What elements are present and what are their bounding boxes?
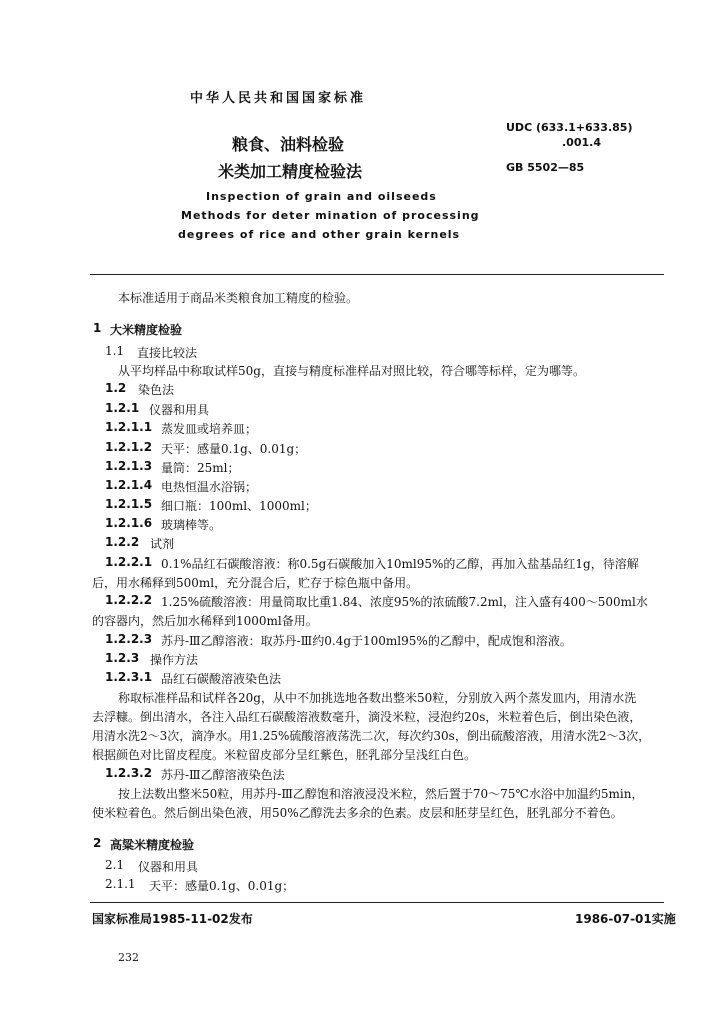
section-2-1-1-text: 天平：感量0.1g、0.01g； — [149, 879, 295, 893]
item-number: 1.2.1.5 — [105, 497, 153, 511]
section-1-2-2-2-line-1: 1.25%硫酸溶液：用量筒取比重1.84、浓度95%的浓硫酸7.2ml，注入盛有400～500ml水 — [161, 595, 648, 609]
section-2-1-title: 仪器和用具 — [138, 860, 199, 874]
section-1-2-3-2-title: 苏丹-Ⅲ乙醇溶液染色法 — [161, 768, 285, 782]
section-1-2-2-1-number: 1.2.2.1 — [105, 555, 153, 569]
english-title-line-3: degrees of rice and other grain kernels — [178, 228, 461, 241]
section-1-2-2-3-number: 1.2.2.3 — [105, 632, 153, 646]
paragraph-line: 按上法数出整米50粒，用苏丹-Ⅲ乙醇饱和溶液浸没米粒，然后置于70～75℃水浴中加温约5min， — [118, 787, 644, 801]
item-text: 天平：感量0.1g、0.01g； — [161, 442, 307, 456]
title-line-2: 米类加工精度检验法 — [218, 162, 363, 181]
item-text: 玻璃棒等。 — [161, 518, 222, 532]
section-1-1-number: 1.1 — [105, 344, 125, 358]
effective-date: 1986-07-01实施 — [575, 912, 676, 926]
item-text: 蒸发皿或培养皿； — [161, 422, 258, 436]
header-rule — [90, 274, 664, 275]
section-1-2-2-1-line-2: 后，用水稀释到500ml，充分混合后，贮存于棕色瓶中备用。 — [92, 576, 419, 590]
english-title-line-1: Inspection of grain and oilseeds — [206, 190, 437, 203]
section-1-2-number: 1.2 — [105, 381, 127, 395]
udc-line-1: UDC (633.1+633.85) — [506, 121, 633, 134]
section-1-2-title: 染色法 — [138, 383, 175, 397]
section-1-2-2-title: 试剂 — [150, 537, 175, 551]
item-text: 电热恒温水浴锅； — [161, 480, 258, 494]
section-1-title: 大米精度检验 — [110, 323, 183, 337]
title-line-1: 粮食、油料检验 — [232, 135, 345, 154]
item-text: 量筒：25ml； — [161, 461, 240, 475]
section-1-2-3-title: 操作方法 — [150, 653, 199, 667]
paragraph-line: 称取标准样品和试样各20g，从中不加挑选地各数出整米50粒，分别放入两个蒸发皿内，用清水洗 — [118, 691, 637, 705]
section-1-2-2-2-line-2: 的容器内，然后加水稀释到1000ml备用。 — [92, 614, 318, 628]
item-number: 1.2.1.6 — [105, 516, 153, 530]
section-2-1-1-number: 2.1.1 — [105, 877, 136, 891]
section-1-2-3-1-number: 1.2.3.1 — [105, 670, 153, 684]
gb-number: GB 5502—85 — [506, 161, 585, 174]
intro-text: 本标准适用于商品米类粮食加工精度的检验。 — [118, 291, 359, 305]
item-number: 1.2.1.1 — [105, 420, 153, 434]
item-number: 1.2.1.2 — [105, 440, 153, 454]
national-standard-label: 中华人民共和国国家标准 — [190, 91, 367, 106]
section-2-title: 高粱米精度检验 — [110, 838, 195, 852]
section-1-2-2-3-text: 苏丹-Ⅲ乙醇溶液：取苏丹-Ⅲ约0.4g于100ml95%的乙醇中，配成饱和溶液。 — [161, 634, 572, 648]
section-2-number: 2 — [93, 836, 102, 850]
section-1-2-3-1-title: 品红石碳酸溶液染色法 — [161, 672, 282, 686]
udc-line-2: .001.4 — [562, 136, 601, 149]
item-number: 1.2.1.3 — [105, 459, 153, 473]
page-number: 232 — [118, 951, 139, 964]
section-1-2-2-2-number: 1.2.2.2 — [105, 593, 153, 607]
paragraph-line: 根据颜色对比留皮程度。米粒留皮部分呈红紫色，胚乳部分呈浅红白色。 — [92, 748, 477, 762]
paragraph-line: 使米粒着色。然后倒出染色液，用50%乙醇洗去多余的色素。皮层和胚芽呈红色，胚乳部分不着色。 — [92, 806, 623, 820]
issued-date: 国家标准局1985-11-02发布 — [92, 912, 253, 926]
paragraph-line: 用清水洗2～3次，滴净水。用1.25%硫酸溶液荡洗二次，每次约30s，倒出硫酸溶液，用清水洗2～3次， — [92, 729, 651, 743]
english-title-line-2: Methods for deter mination of processing — [181, 209, 480, 222]
section-1-2-3-number: 1.2.3 — [105, 651, 140, 665]
section-1-2-2-number: 1.2.2 — [105, 535, 140, 549]
paragraph-line: 去浮糠。倒出清水，各注入品红石碳酸溶液数毫升，滴没米粒，浸泡约20s，米粒着色后，倒出染色液， — [92, 710, 642, 724]
section-1-1-title: 直接比较法 — [137, 346, 198, 360]
section-1-2-1-title: 仪器和用具 — [149, 403, 210, 417]
section-1-1-text: 从平均样品中称取试样50g，直接与精度标准样品对照比较，符合哪等标样，定为哪等。 — [118, 364, 585, 378]
section-1-number: 1 — [93, 321, 102, 335]
section-1-2-2-1-line-1: 0.1%品红石碳酸溶液：称0.5g石碳酸加入10ml95%的乙醇，再加入盐基品红1g，待溶解 — [161, 557, 639, 571]
section-1-2-1-number: 1.2.1 — [105, 401, 140, 415]
section-1-2-3-2-number: 1.2.3.2 — [105, 766, 153, 780]
section-2-1-number: 2.1 — [105, 858, 125, 872]
item-number: 1.2.1.4 — [105, 478, 153, 492]
footer-rule — [90, 902, 664, 903]
item-text: 细口瓶：100ml、1000ml； — [161, 499, 317, 513]
